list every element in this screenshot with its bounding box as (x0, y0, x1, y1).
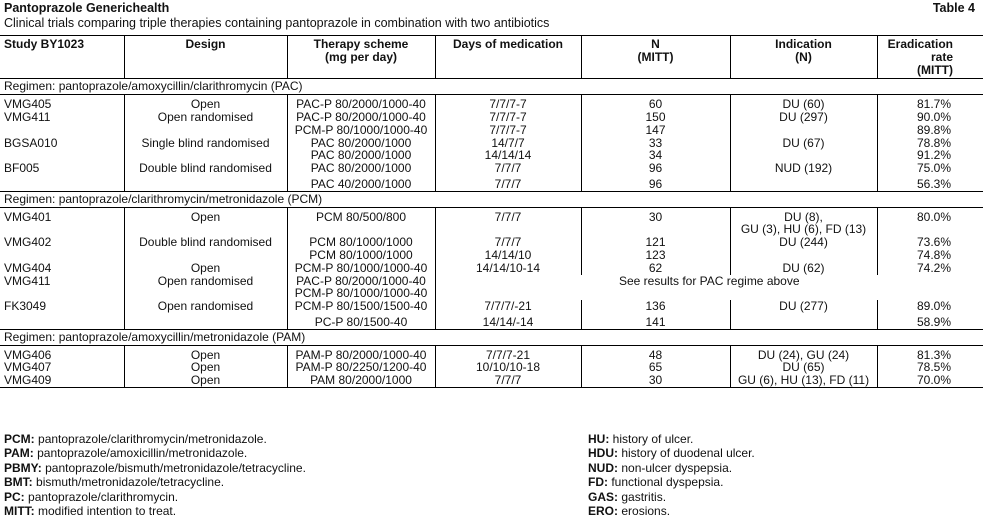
cell-n: 60 (581, 98, 730, 111)
cell-therapy: PAM 80/2000/1000 (287, 374, 435, 387)
cell-therapy: PCM-P 80/1500/1500-40 (287, 300, 435, 313)
cell-design: Open randomised (124, 275, 287, 288)
footnote-abbreviation: BMT: (4, 475, 33, 490)
cell-days: 10/10/10-18 (435, 361, 581, 374)
cell-therapy: PAC 80/2000/1000 (287, 162, 435, 175)
cell-design (124, 124, 287, 137)
cell-n: 30 (581, 211, 730, 224)
cell-study (0, 249, 124, 262)
cell-indication (730, 178, 877, 191)
footnotes-right (588, 432, 755, 518)
cell-study (0, 316, 124, 329)
table-row (0, 178, 983, 191)
cell-indication (730, 249, 877, 262)
cell-indication: GU (3), HU (6), FD (13) (730, 223, 877, 236)
cell-therapy: PAC-P 80/2000/1000-40 (287, 275, 435, 288)
col-header-eradication: Eradication rate (MITT) (877, 36, 983, 79)
cell-indication: DU (62) (730, 262, 877, 275)
cell-study: VMG402 (4, 235, 52, 250)
footnote-abbreviation: GAS: (588, 489, 618, 504)
cell-days: 7/7/7 (435, 374, 581, 387)
cell-design: Open (124, 349, 287, 362)
document-title: Pantoprazole Generichealth (4, 1, 170, 15)
footnote-text: modified intention to treat. (38, 504, 177, 519)
cell-days: 14/14/14 (435, 149, 581, 162)
cell-indication: DU (67) (730, 137, 877, 150)
footnote-text: pantoprazole/clarithromycin/metronidazole. (38, 432, 267, 446)
cell-indication (730, 316, 877, 329)
cell-therapy: PCM-P 80/1000/1000-40 (287, 287, 435, 300)
cell-indication: DU (65) (730, 361, 877, 374)
cell-n: 96 (581, 178, 730, 191)
footnote-text: history of ulcer. (612, 432, 694, 446)
cell-eradication: 81.7% (877, 98, 983, 111)
cell-days: 7/7/7-7 (435, 111, 581, 124)
cell-design: Open randomised (124, 300, 287, 313)
trials-table (0, 35, 983, 388)
cell-indication: DU (24), GU (24) (730, 349, 877, 362)
cell-eradication: 90.0% (877, 111, 983, 124)
footnote (588, 475, 755, 489)
cell-therapy: PCM 80/1000/1000 (287, 236, 435, 249)
col-header-therapy: Therapy scheme (mg per day) (287, 36, 435, 79)
cell-days: 14/14/10 (435, 249, 581, 262)
col-header-design: Design (124, 36, 287, 79)
footnote-text: bismuth/metronidazole/tetracycline. (36, 475, 225, 490)
footnote (4, 475, 306, 489)
footnote (588, 490, 755, 504)
cell-indication: DU (60) (730, 98, 877, 111)
cell-n: 33 (581, 137, 730, 150)
cell-days: 7/7/7-21 (435, 349, 581, 362)
cell-therapy: PC-P 80/1500-40 (287, 316, 435, 329)
cell-study (0, 178, 124, 191)
cell-study: VMG405 (4, 97, 52, 112)
cell-n: 123 (581, 249, 730, 262)
footnote-text: non-ulcer dyspepsia. (621, 460, 733, 475)
cell-study: BF005 (4, 161, 40, 176)
cell-therapy: PCM 80/1000/1000 (287, 249, 435, 262)
cell-days: 7/7/7 (435, 236, 581, 249)
footnote (4, 490, 306, 504)
cell-eradication: 89.0% (877, 300, 983, 313)
cell-eradication: 74.2% (877, 262, 983, 275)
cell-days: 7/7/7-7 (435, 124, 581, 137)
cell-design: Open (124, 361, 287, 374)
footnote-text: history of duodenal ulcer. (621, 446, 755, 461)
regimen-label: Regimen: pantoprazole/clarithromycin/metronidazole (PCM) (0, 191, 983, 207)
cell-study: VMG411 (4, 109, 51, 124)
cell-days: 7/7/7 (435, 178, 581, 191)
table-row (0, 374, 983, 387)
cell-therapy: PCM 80/500/800 (287, 211, 435, 224)
cell-eradication: 91.2% (877, 149, 983, 162)
cell-eradication: 74.8% (877, 249, 983, 262)
table-row (0, 300, 983, 313)
cell-design: Double blind randomised (124, 236, 287, 249)
footnote (4, 446, 306, 460)
cell-study: FK3049 (4, 299, 47, 314)
footnote-abbreviation: NUD: (588, 460, 618, 475)
footnote-abbreviation: PC: (4, 489, 25, 504)
table-row (0, 162, 983, 175)
cell-indication: DU (297) (730, 111, 877, 124)
footnotes-left (4, 432, 306, 518)
cell-therapy: PCM-P 80/1000/1000-40 (287, 124, 435, 137)
footnote (588, 504, 755, 518)
cell-n: 141 (581, 316, 730, 329)
cell-design (124, 316, 287, 329)
cell-eradication: 58.9% (877, 316, 983, 329)
cell-therapy: PCM-P 80/1000/1000-40 (287, 262, 435, 275)
table-body (0, 79, 983, 388)
cell-eradication: 78.5% (877, 361, 983, 374)
cell-study: VMG404 (4, 260, 52, 275)
cell-n: 30 (581, 374, 730, 387)
cell-n: 65 (581, 361, 730, 374)
cell-days: 7/7/7 (435, 211, 581, 224)
cell-days: 7/7/7/-21 (435, 300, 581, 313)
cell-therapy: PAC 40/2000/1000 (287, 178, 435, 191)
cell-design: Open (124, 262, 287, 275)
cell-eradication: 89.8% (877, 124, 983, 137)
footnote-text: erosions. (621, 504, 671, 519)
footnote-text: gastritis. (621, 489, 667, 504)
cell-study: VMG406 (4, 347, 52, 362)
footnote (4, 504, 306, 518)
cell-eradication: 81.3% (877, 349, 983, 362)
regimen-header-row (0, 329, 983, 345)
footnote-text: pantoprazole/clarithromycin. (28, 489, 179, 504)
cell-design: Double blind randomised (124, 162, 287, 175)
regimen-header-row (0, 191, 983, 207)
col-header-indication: Indication (N) (730, 36, 877, 79)
footnote-abbreviation: PAM: (4, 446, 34, 461)
table-row (0, 275, 983, 288)
cell-n: 34 (581, 149, 730, 162)
cell-n: 150 (581, 111, 730, 124)
cell-indication (730, 124, 877, 137)
cell-n: 62 (581, 262, 730, 275)
cell-study: VMG411 (4, 273, 51, 288)
footnote-abbreviation: HDU: (588, 446, 618, 461)
footnote (4, 432, 306, 446)
cell-indication: DU (8), (730, 211, 877, 224)
cell-n: 147 (581, 124, 730, 137)
cell-eradication: 56.3% (877, 178, 983, 191)
footnote-text: pantoprazole/amoxicillin/metronidazole. (37, 446, 248, 461)
cell-n: 136 (581, 300, 730, 313)
footnote (588, 446, 755, 460)
cell-indication: GU (6), HU (13), FD (11) (730, 374, 877, 387)
col-header-days: Days of medication (435, 36, 581, 79)
cell-study: BGSA010 (4, 135, 58, 150)
footnote-abbreviation: PCM: (4, 432, 35, 446)
cell-n: 96 (581, 162, 730, 175)
cell-indication: NUD (192) (730, 162, 877, 175)
table-caption: Clinical trials comparing triple therapies containing pantoprazole in combination with two antibiotics (4, 16, 550, 30)
cell-study: VMG409 (0, 374, 124, 387)
cell-design: Open randomised (124, 111, 287, 124)
cell-therapy: PAC 80/2000/1000 (287, 137, 435, 150)
cell-design: Single blind randomised (124, 137, 287, 150)
table-row (0, 262, 983, 275)
cell-n: 48 (581, 349, 730, 362)
cell-therapy: PAM-P 80/2000/1000-40 (287, 349, 435, 362)
col-header-n: N (MITT) (581, 36, 730, 79)
regimen-label: Regimen: pantoprazole/amoxycillin/metronidazole (PAM) (0, 329, 983, 345)
cell-design: Open (124, 98, 287, 111)
footnote-text: pantoprazole/bismuth/metronidazole/tetracycline. (45, 460, 306, 475)
cell-days: 7/7/7 (435, 162, 581, 175)
see-also-note: See results for PAC regime above (435, 275, 983, 301)
table-row (0, 124, 983, 137)
table-row (0, 111, 983, 124)
cell-days: 14/14/10-14 (435, 262, 581, 275)
cell-therapy: PAM-P 80/2250/1200-40 (287, 361, 435, 374)
cell-eradication: 80.0% (877, 211, 983, 224)
cell-n: 121 (581, 236, 730, 249)
cell-design (124, 249, 287, 262)
regimen-header-row (0, 79, 983, 95)
cell-study (0, 124, 124, 137)
footnote-abbreviation: MITT: (4, 504, 35, 519)
col-header-study: Study BY1023 (0, 36, 124, 79)
footnote-abbreviation: FD: (588, 475, 608, 490)
cell-days: 14/14/-14 (435, 316, 581, 329)
cell-therapy: PAC 80/2000/1000 (287, 149, 435, 162)
cell-study: VMG407 (4, 360, 52, 375)
footnote (588, 432, 755, 446)
cell-design: Open (124, 211, 287, 224)
table-number: Table 4 (932, 1, 975, 15)
footnote-abbreviation: ERO: (588, 504, 618, 519)
footnote (4, 461, 306, 475)
cell-design (124, 178, 287, 191)
footnote-abbreviation: HU: (588, 432, 610, 446)
footnote (588, 461, 755, 475)
table-header-row (0, 36, 983, 79)
cell-therapy: PAC-P 80/2000/1000-40 (287, 111, 435, 124)
footnote-abbreviation: PBMY: (4, 460, 42, 475)
cell-days: 14/7/7 (435, 137, 581, 150)
cell-therapy: PAC-P 80/2000/1000-40 (287, 98, 435, 111)
cell-eradication: 78.8% (877, 137, 983, 150)
table-row (0, 316, 983, 329)
cell-eradication: 73.6% (877, 236, 983, 249)
footnote-text: functional dyspepsia. (611, 475, 724, 490)
cell-indication: DU (244) (730, 236, 877, 249)
cell-days: 7/7/7-7 (435, 98, 581, 111)
cell-study: VMG401 (4, 209, 52, 224)
cell-design: Open (124, 374, 287, 387)
cell-eradication: 70.0% (877, 374, 983, 387)
table-row (0, 249, 983, 262)
cell-indication: DU (277) (730, 300, 877, 313)
cell-eradication: 75.0% (877, 162, 983, 175)
regimen-label: Regimen: pantoprazole/amoxycillin/clarithromycin (PAC) (0, 79, 983, 95)
